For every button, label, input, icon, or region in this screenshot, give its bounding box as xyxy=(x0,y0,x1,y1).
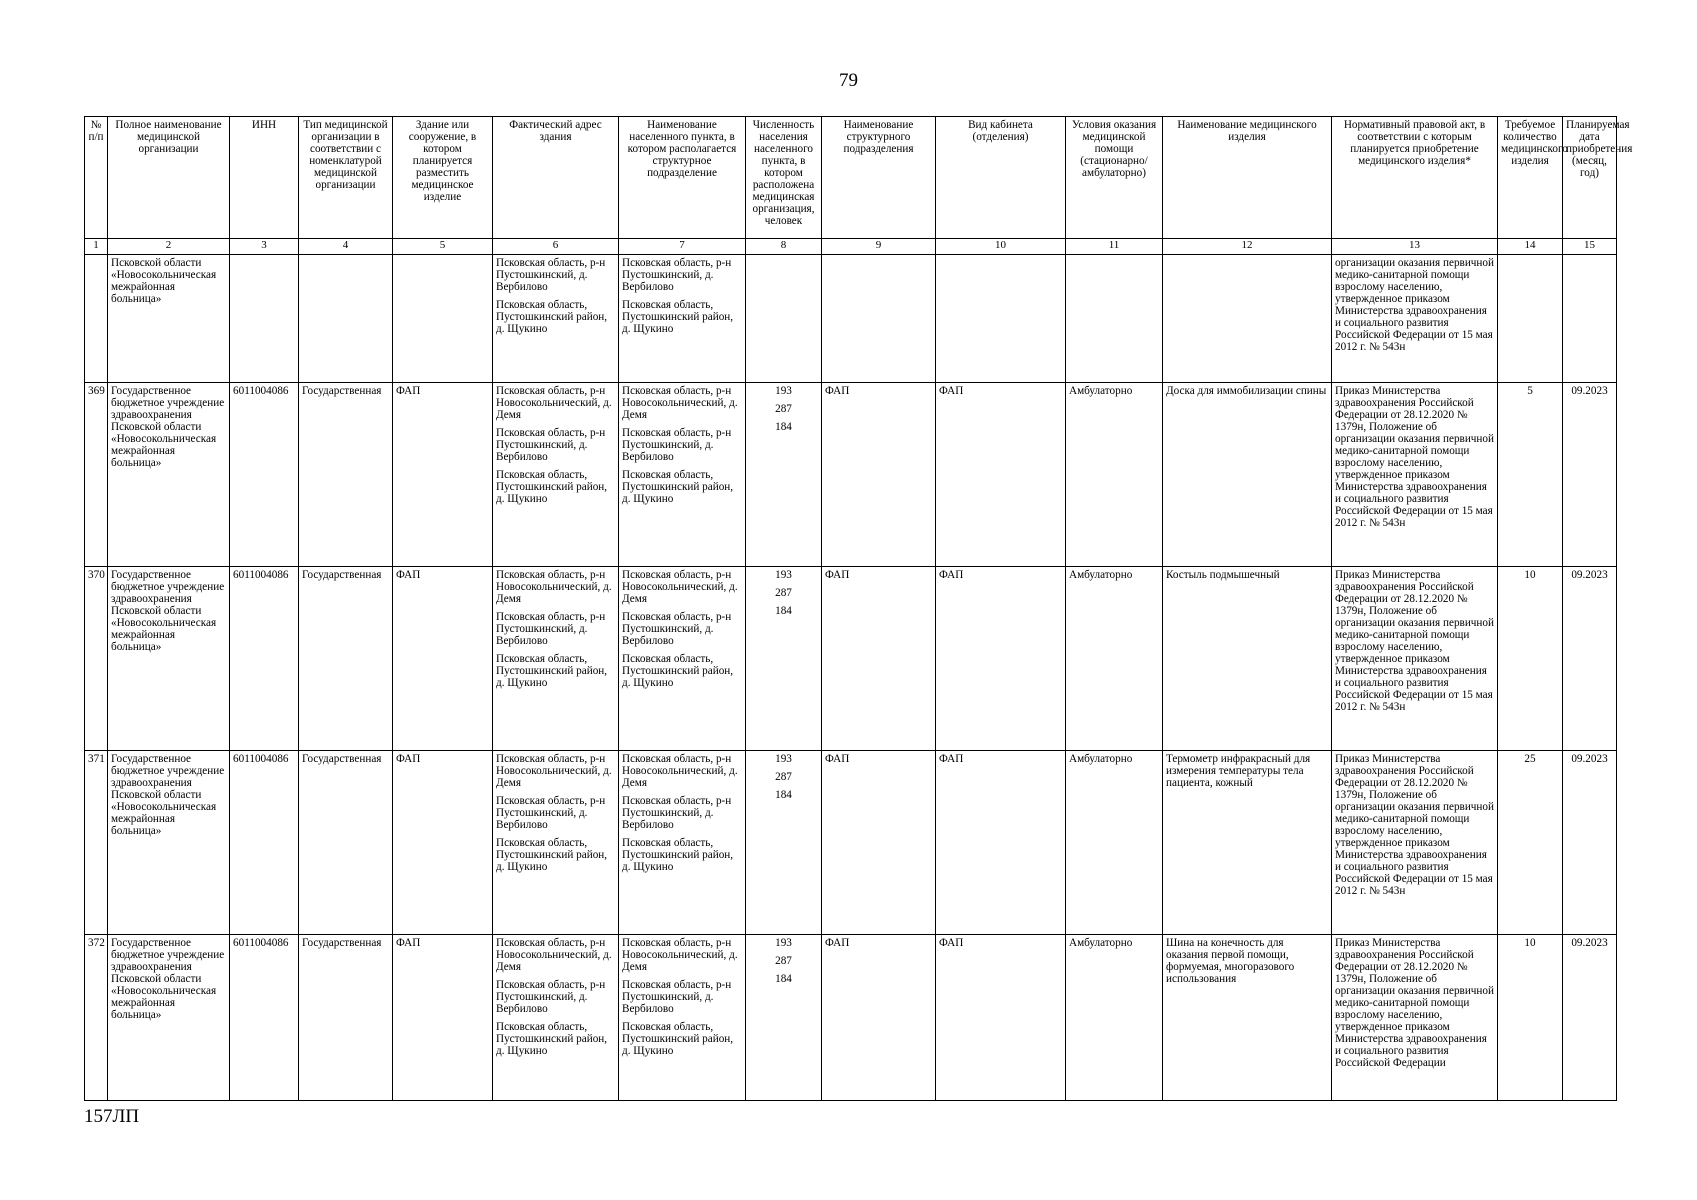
population-cell xyxy=(746,383,822,567)
settlement-cell xyxy=(619,935,746,1101)
unit-name: ФАП xyxy=(822,751,936,935)
care-conditions: Амбулаторно xyxy=(1066,383,1163,567)
address-line: Псковская область, р-н Новосокольнический, д. Демя xyxy=(496,753,612,789)
unit-name: ФАП xyxy=(822,383,936,567)
header-cell: Наименование медицинского изделия xyxy=(1163,117,1332,239)
population-cell xyxy=(746,935,822,1101)
settlement-line: Псковская область, р-н Новосокольнический, д. Демя xyxy=(622,569,738,605)
settlement-line: Псковская область, р-н Новосокольнический, д. Демя xyxy=(622,753,738,789)
settlement-line: Псковская область, р-н Пустошкинский, д. Вербилово xyxy=(622,257,732,293)
header-cell: Планируемая дата приобретения (месяц, год) xyxy=(1563,117,1617,239)
legal-act: организации оказания первичной медико-санитарной помощи взрослому населению, утвержденное приказом Министерства здравоохранения и социального развития Российской Федерации от 15 мая 2012 г. № 543н xyxy=(1332,255,1498,383)
org-name: Псковской области «Новосокольническая межрайонная больница» xyxy=(108,255,230,383)
population-value: 193 xyxy=(775,753,792,765)
header-cell: Наименование структурного подразделения xyxy=(822,117,936,239)
building: ФАП xyxy=(393,567,493,751)
population-value: 184 xyxy=(775,420,792,433)
cabinet-type: ФАП xyxy=(936,567,1066,751)
column-number: 3 xyxy=(230,239,299,255)
cabinet-type: ФАП xyxy=(936,383,1066,567)
population-value: 287 xyxy=(775,954,792,967)
header-cell: Фактический адрес здания xyxy=(493,117,619,239)
population-value: 287 xyxy=(775,586,792,599)
quantity: 10 xyxy=(1498,935,1563,1101)
settlement-line: Псковская область, р-н Пустошкинский, д. Вербилово xyxy=(622,610,732,647)
settlement-line: Псковская область, р-н Новосокольнический, д. Демя xyxy=(622,937,738,973)
header-cell: Вид кабинета (отделения) xyxy=(936,117,1066,239)
header-cell: Численность населения населенного пункта, в котором расположена медицинская организация, человек xyxy=(746,117,822,239)
column-number: 15 xyxy=(1563,239,1617,255)
settlement-line: Псковская область, р-н Пустошкинский, д. Вербилово xyxy=(622,794,732,831)
column-number: 2 xyxy=(108,239,230,255)
settlement-line: Псковская область, Пустошкинский район, д. Щукино xyxy=(622,468,734,505)
register-table xyxy=(84,116,1633,1101)
address-line: Псковская область, р-н Пустошкинский, д. Вербилово xyxy=(496,426,606,463)
column-number: 10 xyxy=(936,239,1066,255)
device-name: Шина на конечность для оказания первой помощи, формуемая, многоразового использования xyxy=(1163,935,1332,1101)
population-cell xyxy=(746,751,822,935)
inn: 6011004086 xyxy=(230,567,299,751)
header-cell: Здание или сооружение, в котором планируется разместить медицинское изделие xyxy=(393,117,493,239)
column-number: 6 xyxy=(493,239,619,255)
population-value: 193 xyxy=(775,385,792,397)
planned-date: 09.2023 xyxy=(1563,383,1617,567)
address-line: Псковская область, Пустошкинский район, д. Щукино xyxy=(496,468,608,505)
column-number: 11 xyxy=(1066,239,1163,255)
quantity: 5 xyxy=(1498,383,1563,567)
building: ФАП xyxy=(393,935,493,1101)
column-number: 4 xyxy=(299,239,393,255)
care-conditions: Амбулаторно xyxy=(1066,567,1163,751)
planned-date: 09.2023 xyxy=(1563,935,1617,1101)
legal-act: Приказ Министерства здравоохранения Российской Федерации от 28.12.2020 № 1379н, Положение об организации оказания первичной медико-санитарной помощи взрослому населению, утвержденное приказом Министерства здравоохранения и социального развития Российской Федерации от 15 мая 2012 г. № 543н xyxy=(1332,751,1498,935)
settlement-cell xyxy=(619,255,746,383)
inn: 6011004086 xyxy=(230,935,299,1101)
cabinet-type: ФАП xyxy=(936,935,1066,1101)
settlement-line: Псковская область, Пустошкинский район, д. Щукино xyxy=(622,298,734,335)
org-name: Государственное бюджетное учреждение здравоохранения Псковской области «Новосокольническая межрайонная больница» xyxy=(108,383,230,567)
population-value: 184 xyxy=(775,972,792,985)
address-line: Псковская область, р-н Новосокольнический, д. Демя xyxy=(496,569,612,605)
header-cell: Наименование населенного пункта, в котором располагается структурное подразделение xyxy=(619,117,746,239)
settlement-line: Псковская область, Пустошкинский район, д. Щукино xyxy=(622,652,734,689)
population-value: 184 xyxy=(775,788,792,801)
device-name: Костыль подмышечный xyxy=(1163,567,1332,751)
table-row xyxy=(85,935,1617,1101)
address-line: Псковская область, р-н Пустошкинский, д. Вербилово xyxy=(496,610,606,647)
column-number: 9 xyxy=(822,239,936,255)
population-value: 287 xyxy=(775,770,792,783)
inn: 6011004086 xyxy=(230,751,299,935)
care-conditions: Амбулаторно xyxy=(1066,751,1163,935)
document-code: 157ЛП xyxy=(84,1106,140,1127)
legal-act: Приказ Министерства здравоохранения Российской Федерации от 28.12.2020 № 1379н, Положение об организации оказания первичной медико-санитарной помощи взрослому населению, утвержденное приказом Министерства здравоохранения и социального развития Российской Федерации xyxy=(1332,935,1498,1101)
org-name: Государственное бюджетное учреждение здравоохранения Псковской области «Новосокольническая межрайонная больница» xyxy=(108,567,230,751)
settlement-line: Псковская область, р-н Новосокольнический, д. Демя xyxy=(622,385,738,421)
address-cell xyxy=(493,935,619,1101)
address-cell xyxy=(493,751,619,935)
unit-name: ФАП xyxy=(822,567,936,751)
address-line: Псковская область, р-н Пустошкинский, д. Вербилово xyxy=(496,257,606,293)
unit-name: ФАП xyxy=(822,935,936,1101)
legal-act: Приказ Министерства здравоохранения Российской Федерации от 28.12.2020 № 1379н, Положение об организации оказания первичной медико-санитарной помощи взрослому населению, утвержденное приказом Министерства здравоохранения и социального развития Российской Федерации от 15 мая 2012 г. № 543н xyxy=(1332,383,1498,567)
address-line: Псковская область, Пустошкинский район, д. Щукино xyxy=(496,652,608,689)
table-row xyxy=(85,751,1617,935)
population-cell xyxy=(746,567,822,751)
address-cell xyxy=(493,567,619,751)
address-line: Псковская область, Пустошкинский район, д. Щукино xyxy=(496,836,608,873)
column-number: 5 xyxy=(393,239,493,255)
quantity: 10 xyxy=(1498,567,1563,751)
column-number: 12 xyxy=(1163,239,1332,255)
org-type: Государственная xyxy=(299,567,393,751)
org-name: Государственное бюджетное учреждение здравоохранения Псковской области «Новосокольническая межрайонная больница» xyxy=(108,751,230,935)
address-line: Псковская область, р-н Новосокольнический, д. Демя xyxy=(496,937,612,973)
continuation-row xyxy=(85,255,1617,383)
settlement-line: Псковская область, Пустошкинский район, д. Щукино xyxy=(622,1020,734,1057)
settlement-cell xyxy=(619,751,746,935)
org-type: Государственная xyxy=(299,751,393,935)
address-cell xyxy=(493,383,619,567)
header-cell: Полное наименование медицинской организации xyxy=(108,117,230,239)
address-line: Псковская область, р-н Пустошкинский, д. Вербилово xyxy=(496,978,606,1015)
org-name: Государственное бюджетное учреждение здравоохранения Псковской области «Новосокольническая межрайонная больница» xyxy=(108,935,230,1101)
legal-act: Приказ Министерства здравоохранения Российской Федерации от 28.12.2020 № 1379н, Положение об организации оказания первичной медико-санитарной помощи взрослому населению, утвержденное приказом Министерства здравоохранения и социального развития Российской Федерации от 15 мая 2012 г. № 543н xyxy=(1332,567,1498,751)
header-cell: Требуемое количество медицинского изделия xyxy=(1498,117,1563,239)
population-value: 287 xyxy=(775,402,792,415)
org-type: Государственная xyxy=(299,383,393,567)
column-number: 8 xyxy=(746,239,822,255)
row-number: 370 xyxy=(85,567,108,751)
header-cell: Нормативный правовой акт, в соответствии с которым планируется приобретение медицинского изделия* xyxy=(1332,117,1498,239)
address-cell xyxy=(493,255,619,383)
column-number: 14 xyxy=(1498,239,1563,255)
header-cell: ИНН xyxy=(230,117,299,239)
planned-date: 09.2023 xyxy=(1563,567,1617,751)
population-value: 193 xyxy=(775,937,792,949)
quantity: 25 xyxy=(1498,751,1563,935)
address-line: Псковская область, Пустошкинский район, д. Щукино xyxy=(496,1020,608,1057)
settlement-cell xyxy=(619,383,746,567)
building: ФАП xyxy=(393,383,493,567)
header-cell: Условия оказания медицинской помощи (стационарно/ амбулаторно) xyxy=(1066,117,1163,239)
address-line: Псковская область, р-н Новосокольнический, д. Демя xyxy=(496,385,612,421)
device-name: Доска для иммобилизации спины xyxy=(1163,383,1332,567)
table-row xyxy=(85,383,1617,567)
building: ФАП xyxy=(393,751,493,935)
row-number: 372 xyxy=(85,935,108,1101)
page-number: 79 xyxy=(839,70,858,91)
column-number: 7 xyxy=(619,239,746,255)
population-value: 193 xyxy=(775,569,792,581)
inn: 6011004086 xyxy=(230,383,299,567)
header-row xyxy=(85,117,1617,239)
column-number: 13 xyxy=(1332,239,1498,255)
planned-date: 09.2023 xyxy=(1563,751,1617,935)
settlement-line: Псковская область, р-н Пустошкинский, д. Вербилово xyxy=(622,426,732,463)
org-type: Государственная xyxy=(299,935,393,1101)
settlement-line: Псковская область, р-н Пустошкинский, д. Вербилово xyxy=(622,978,732,1015)
header-cell: № п/п xyxy=(85,117,108,239)
address-line: Псковская область, р-н Пустошкинский, д. Вербилово xyxy=(496,794,606,831)
settlement-line: Псковская область, Пустошкинский район, д. Щукино xyxy=(622,836,734,873)
row-number: 371 xyxy=(85,751,108,935)
device-name: Термометр инфракрасный для измерения температуры тела пациента, кожный xyxy=(1163,751,1332,935)
column-number: 1 xyxy=(85,239,108,255)
address-line: Псковская область, Пустошкинский район, д. Щукино xyxy=(496,298,608,335)
column-number-row xyxy=(85,239,1617,255)
population-value: 184 xyxy=(775,604,792,617)
settlement-cell xyxy=(619,567,746,751)
row-number: 369 xyxy=(85,383,108,567)
cabinet-type: ФАП xyxy=(936,751,1066,935)
care-conditions: Амбулаторно xyxy=(1066,935,1163,1101)
header-cell: Тип медицинской организации в соответствии с номенклатурой медицинской организации xyxy=(299,117,393,239)
table-row xyxy=(85,567,1617,751)
